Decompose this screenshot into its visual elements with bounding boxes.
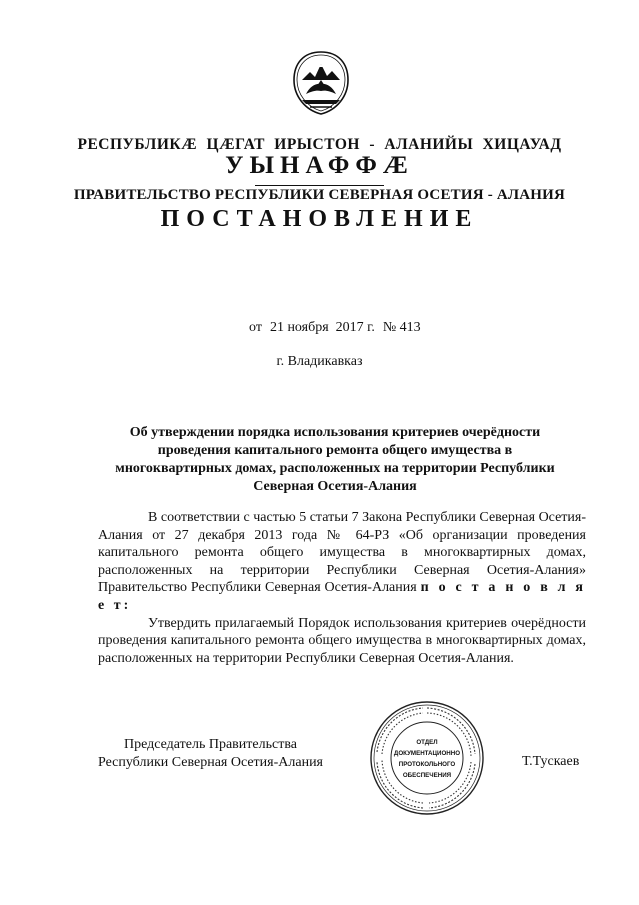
body-paragraph-1-text: В соответствии с частью 5 статьи 7 Закона Республики Северная Осетия-Алания от 27 декабря 2013 года № 64-РЗ «Об организации проведения капитального ремонта общего имущества в многоквартирных домах, расположенных на территории Республики Северная Осетия-Алания» Правительство Республики Северная Осетия-Алания (98, 510, 586, 596)
stamp-line-4: ОБЕСПЕЧЕНИЯ (402, 772, 452, 779)
header-ossetian-decree: УЫНАФФӔ (225, 152, 414, 179)
stamp-line-1: ОТДЕЛ (416, 739, 438, 746)
stamp-line-2: ДОКУМЕНТАЦИОННО (393, 750, 461, 757)
body-paragraph-2: Утвердить прилагаемый Порядок использования критериев очерёдности проведения капитального ремонта общего имущества в многоквартирных домах, расположенных на территории Республики Северная Осетия-Алания. (98, 615, 586, 666)
header-divider (255, 185, 384, 186)
coat-of-arms-emblem (290, 50, 352, 116)
signatory-position-line2: Республики Северная Осетия-Алания (98, 755, 323, 770)
document-date: 21 ноября 2017 г. (269, 320, 375, 335)
official-stamp-seal (369, 700, 485, 816)
document-date-line (249, 320, 429, 336)
signatory-position-line1: Председатель Правительства (124, 737, 297, 752)
stamp-line-3: ПРОТОКОЛЬНОГО (398, 761, 456, 768)
document-number: № 413 (382, 320, 421, 335)
document-body (98, 509, 586, 667)
date-prefix: от (249, 320, 262, 335)
resolves-word: п о с т а н о в л я е т: (98, 580, 587, 613)
document-city: г. Владикавказ (276, 354, 363, 369)
body-paragraph-1 (98, 509, 586, 615)
signatory-position (98, 736, 323, 772)
header-government-name: ПРАВИТЕЛЬСТВО РЕСПУБЛИКИ СЕВЕРНАЯ ОСЕТИЯ - АЛАНИЯ (73, 187, 566, 203)
signatory-name: Т.Тускаев (522, 754, 580, 769)
header-ossetian-government: РЕСПУБЛИКӔ ЦӔГАТ ИРЫСТОН - АЛАНИЙЫ ХИЦАУАД (77, 136, 562, 153)
document-subject-title: Об утверждении порядка использования критериев очерёдности проведения капитального ремонта общего имущества в многоквартирных домах, расположенных на территории Республики Северная Осетия-Алания (115, 425, 555, 494)
document-type-title: ПОСТАНОВЛЕНИЕ (160, 206, 479, 232)
